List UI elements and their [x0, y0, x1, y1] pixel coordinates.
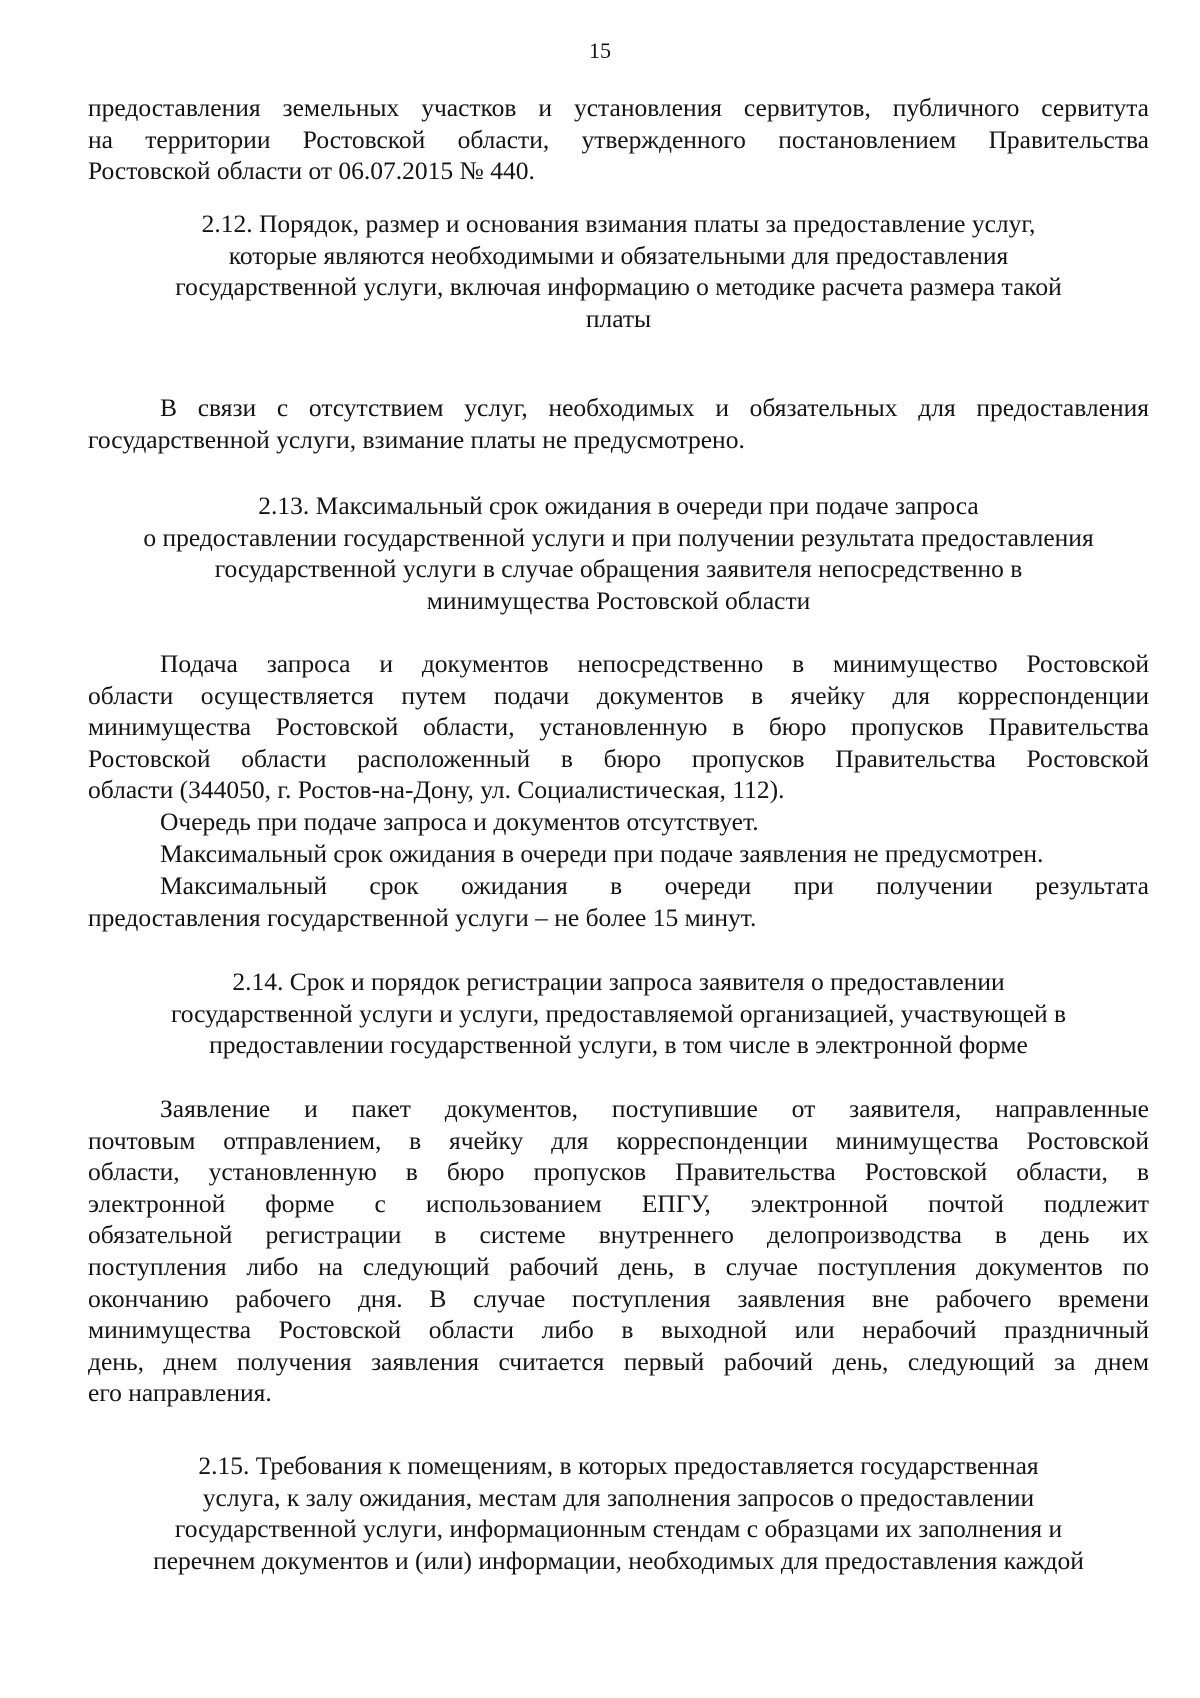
text-line: его направления.: [88, 1378, 272, 1408]
text-line: почтовым отправлением, в ячейку для корреспонденции минимущества Ростовской: [88, 1125, 1149, 1155]
text-line: области (344050, г. Ростов-на-Дону, ул. Социалистическая, 112).: [88, 775, 785, 805]
section-2-14-body: [88, 1093, 1149, 1409]
heading-line: государственной услуги и услуги, предоставляемой организацией, участвующей в: [170, 998, 1067, 1028]
text-line: предоставления земельных участков и установления сервитутов, публичного сервитута: [88, 93, 1149, 122]
heading-line: 2.14. Срок и порядок регистрации запроса заявителя о предоставлении: [232, 967, 1005, 996]
text-line: Ростовской области расположенный в бюро пропусков Правительства Ростовской: [88, 743, 1149, 773]
text-line: электронной форме с использованием ЕПГУ, электронной почтой подлежит: [88, 1188, 1149, 1218]
text-line: Очередь при подаче запроса и документов отсутствует.: [160, 807, 759, 836]
text-line: на территории Ростовской области, утвержденного постановлением Правительства: [88, 124, 1149, 154]
text-line: окончанию рабочего дня. В случае поступления заявления вне рабочего времени: [88, 1283, 1149, 1313]
intro-paragraph: [88, 92, 1149, 187]
section-2-13-paragraph-4: [88, 870, 1149, 933]
heading-line: перечнем документов и (или) информации, необходимых для предоставления каждой: [153, 1545, 1084, 1575]
text-line: поступления либо на следующий рабочий день, в случае поступления документов по: [88, 1251, 1149, 1281]
heading-line: 2.12. Порядок, размер и основания взимания платы за предоставление услуг,: [201, 209, 1036, 238]
text-line: Подача запроса и документов непосредственно в минимущество Ростовской: [160, 649, 1149, 678]
text-line: В связи с отсутствием услуг, необходимых и обязательных для предоставления: [160, 393, 1149, 422]
heading-line: которые являются необходимыми и обязательными для предоставления: [228, 240, 1009, 270]
text-line: Максимальный срок ожидания в очереди при получении результата: [160, 871, 1149, 900]
section-2-13-paragraph-2: [88, 806, 1149, 838]
text-line: Заявление и пакет документов, поступившие от заявителя, направленные: [160, 1094, 1149, 1123]
text-line: минимущества Ростовской области, установленную в бюро пропусков Правительства: [88, 712, 1149, 742]
text-line: государственной услуги, взимание платы не предусмотрено.: [88, 424, 745, 454]
text-line: Ростовской области от 06.07.2015 № 440.: [88, 156, 535, 186]
section-2-12-heading: [88, 208, 1149, 334]
text-line: Максимальный срок ожидания в очереди при подаче заявления не предусмотрен.: [160, 839, 1044, 868]
section-2-13-paragraph-3: [88, 838, 1149, 870]
section-2-13-paragraph-1: [88, 648, 1149, 806]
heading-line: 2.13. Максимальный срок ожидания в очереди при подаче запроса: [258, 491, 979, 520]
heading-line: предоставлении государственной услуги, в том числе в электронной форме: [209, 1030, 1028, 1060]
section-2-14-heading: [88, 966, 1149, 1061]
heading-line: государственной услуги, информационным стендам с образцами их заполнения и: [174, 1514, 1063, 1544]
section-2-13-heading: [88, 490, 1149, 616]
heading-line: государственной услуги в случае обращения заявителя непосредственно в: [214, 554, 1023, 584]
heading-line: о предоставлении государственной услуги и при получении результата предоставления: [143, 522, 1094, 552]
heading-line: платы: [585, 303, 652, 333]
text-line: минимущества Ростовской области либо в выходной или нерабочий праздничный: [88, 1315, 1149, 1345]
text-line: день, днем получения заявления считается первый рабочий день, следующий за днем: [88, 1346, 1149, 1376]
heading-line: государственной услуги, включая информацию о методике расчета размера такой: [175, 272, 1062, 302]
page-number: 15: [589, 38, 611, 63]
section-2-15-heading: [88, 1450, 1149, 1576]
heading-line: услуга, к залу ожидания, местам для заполнения запросов о предоставлении: [202, 1482, 1035, 1512]
text-line: области, установленную в бюро пропусков Правительства Ростовской области, в: [88, 1157, 1149, 1187]
section-2-12-body: [88, 392, 1149, 455]
text-line: области осуществляется путем подачи документов в ячейку для корреспонденции: [88, 680, 1149, 710]
text-line: обязательной регистрации в системе внутреннего делопроизводства в день их: [88, 1220, 1149, 1250]
heading-line: 2.15. Требования к помещениям, в которых предоставляется государственная: [198, 1451, 1039, 1480]
heading-line: минимущества Ростовской области: [426, 585, 811, 615]
text-line: предоставления государственной услуги – не более 15 минут.: [88, 902, 757, 932]
